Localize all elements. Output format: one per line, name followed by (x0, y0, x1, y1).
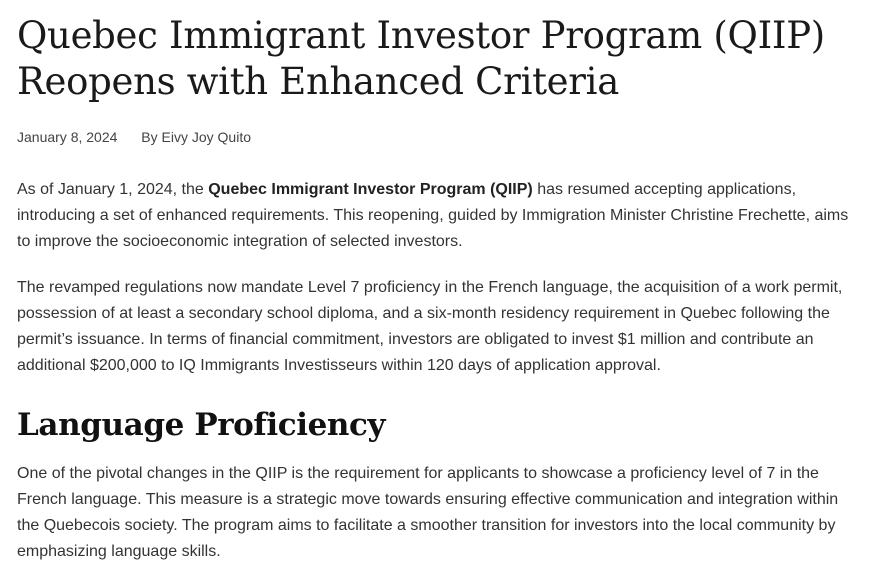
requirements-paragraph: The revamped regulations now mandate Level 7 proficiency in the French language, the acquisition of a work permit, possession of at least a secondary school diploma, and a six-month residency requirement in Quebec following the permit’s issuance. In terms of financial commitment, investors are obligated to invest $1 million and contribute an additional $200,000 to IQ Immigrants Investisseurs within 120 days of application approval. (17, 279, 843, 374)
intro-paragraph (17, 177, 857, 255)
article (17, 0, 857, 565)
author-byline[interactable]: By Eivy Joy Quito (141, 129, 251, 145)
intro-text-after: has resumed accepting applications, introducing a set of enhanced requirements. This reopening, guided by Immigration Minister Christine Frechette, aims to improve the socioeconomic integration of selected investors. (17, 181, 849, 250)
publish-date: January 8, 2024 (17, 129, 118, 145)
intro-text-before: As of January 1, 2024, the (17, 181, 209, 198)
language-paragraph: One of the pivotal changes in the QIIP is the requirement for applicants to showcase a proficiency level of 7 in the French language. This measure is a strategic move towards ensuring effective communication and integration within the Quebecois society. The program aims to facilitate a smoother transition for investors into the local community by emphasizing language skills. (17, 465, 839, 560)
program-name-strong: Quebec Immigrant Investor Program (QIIP) (208, 181, 533, 198)
article-meta (17, 127, 857, 147)
section-heading: Language Proficiency (17, 407, 386, 443)
article-title: Quebec Immigrant Investor Program (QIIP) Reopens with Enhanced Criteria (17, 14, 825, 103)
